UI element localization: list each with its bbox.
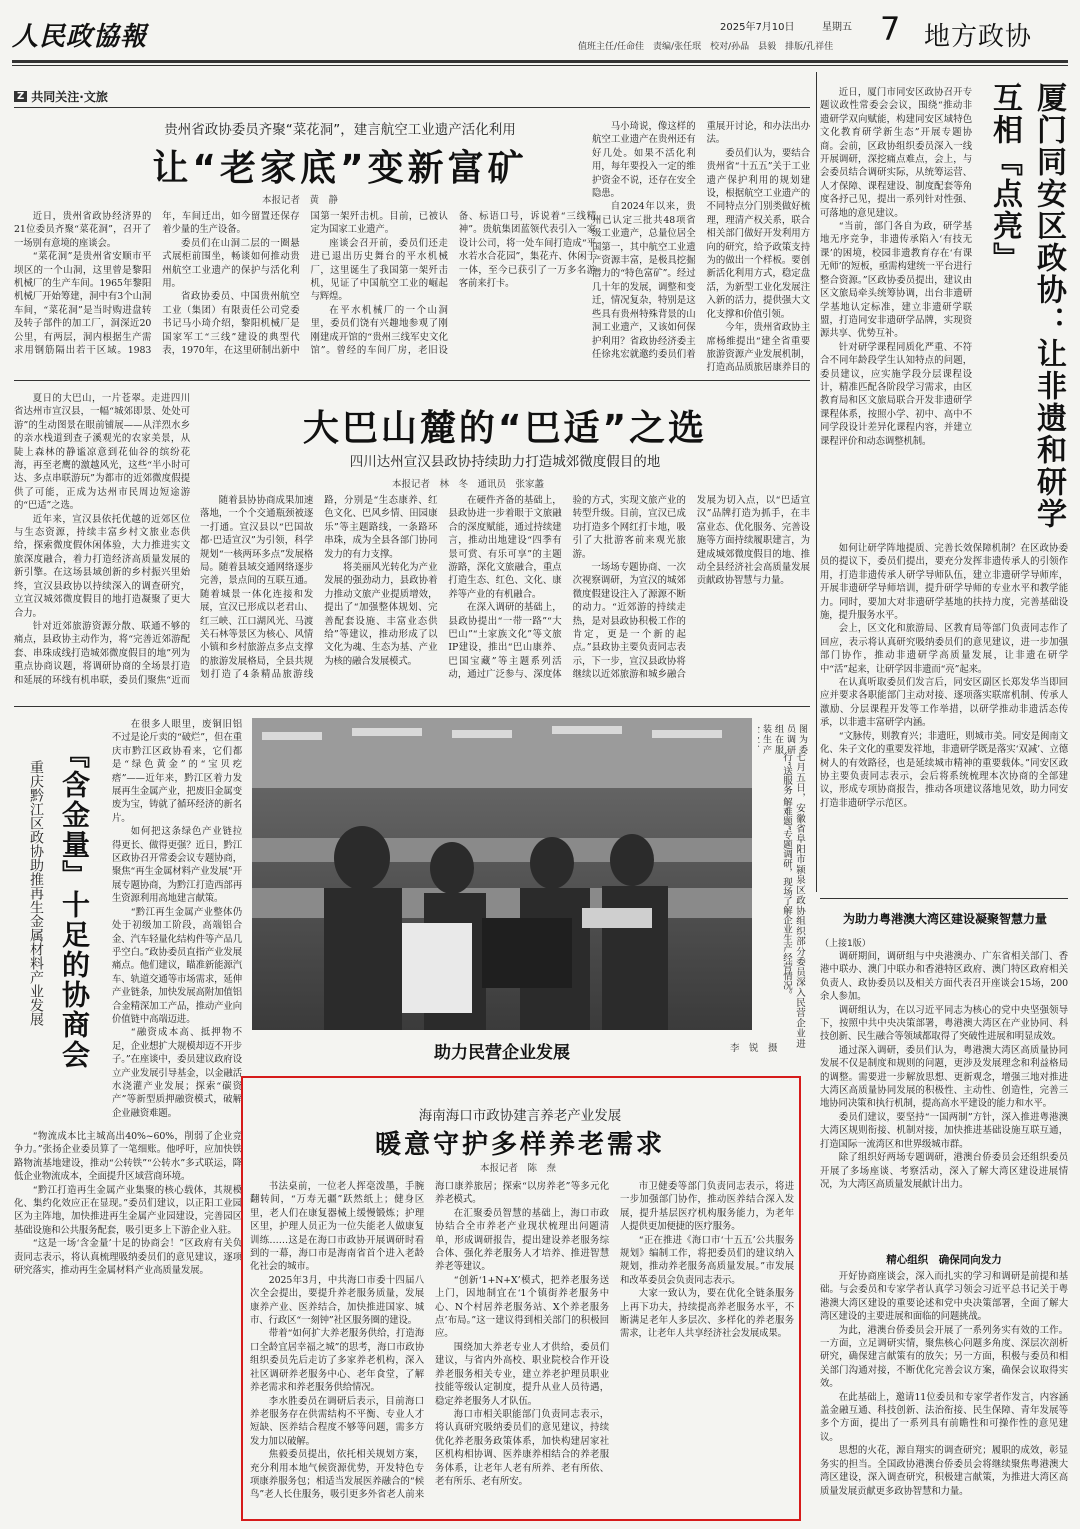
paragraph: 在此基础上，邀请11位委员和专家学者作发言，内容涵盖金融互通、科技创新、法治衔接、民生保障、青年发展等多个方面，提出了一系列具有前瞻性和可操作性的意见建议。 <box>820 1391 1068 1443</box>
paragraph: “菜花洞”是贵州省安顺市平坝区的一个山洞，这里曾是黎阳机械厂的生产车间。1965年黎阳机械厂开始筹建，洞中有3个山洞车间，“菜花洞”是当时购进盘转及转子部件的加工厂，洞深近20公里，有两层，洞内根据生产需求用钢筋隔出若干区域。1983年，车间迁出，如今留置还保存着少量的生产设备。 <box>14 211 300 357</box>
paragraph: 委员们建议，要坚持“一国两制”方针，深入推进粤港澳大湾区规则衔接、机制对接，加快推进基础设施互联互通，打造国际一流湾区和世界级城市群。 <box>820 1111 1068 1150</box>
masthead <box>12 12 1068 56</box>
paragraph: 在深入调研的基础上，县政协提出“一带一路”“大巴山”“土家族文化”等文旅IP建设，推出“巴山康养、巴国宝藏”等主题系列活动，通过广泛参与、深度体验的方式，实现文旅产业的转型升级。目前，宣汉已成功打造多个网红打卡地，吸引了大批游客前来观光旅游。 <box>448 495 686 681</box>
paragraph: 调研组认为，在以习近平同志为核心的党中央坚强领导下，按照中共中央决策部署，粤港澳大湾区在产业协同、科技创新、民生融合等领域都取得了突破性进展和明显成效。 <box>820 1004 1068 1043</box>
page-number: 7 <box>880 10 901 48</box>
article2-title: 大巴山麓的“巴适”之选 <box>302 408 708 449</box>
photo-side-caption: 七月五日，安徽省阜阳市颍泉区政协组织部分委员深入民营企业进行“送服务 解难题”专题调研，现场了解企业生产经营情况。 <box>781 752 805 1048</box>
paragraph: “创新‘1+N+X’模式，把养老服务送上门，因地制宜在‘1个镇街养老服务中心、N个村居养老服务站、X个养老服务点’布局。”这一建议得到相关部门的积极回应。 <box>435 1274 609 1340</box>
paragraph: 委员们认为，要结合贵州省“十五五”关于工业遗产保护利用的规划建设，根据航空工业遗产的不同特点分门别类做好梳理，理清产权关系，联合相关部门做好开发利用方向的研究，给予政策支持为的做出一个样板。要创新活化利用方式，稳定盘活，为新型工业化发展注入新的活力，提供强大文化支撑和价值引领。 <box>706 147 810 320</box>
paragraph: 除了组织好两场专题调研，港澳台侨委员会还组织委员开展了多场座谈、考察活动，深入了解大湾区建设进展情况，为大湾区高质量发展献计出力。 <box>820 1152 1068 1190</box>
paragraph: 今年，贵州省政协主席杨维提出“建全省重要旅游资源产业发展机制，打造高品质旅居康养目的 <box>706 322 810 374</box>
paragraph: “正在推进《海口市‘十五五’公共服务规划》编制工作，将把委员们的建议纳入规划，推动养老服务高质量发展。”市发展和改革委员会负责同志表示。 <box>620 1234 794 1286</box>
section-title: 地方政协 <box>924 22 1033 52</box>
photo-side-caption-left: 图为委员调研组在服装生产 <box>761 724 807 754</box>
article6-continued: （上接1版） <box>820 939 871 949</box>
paragraph: 如何把这条绿色产业链拉得更长、做得更强？近日，黔江区政协召开常委会议专题协商，聚焦“再生金属材料产业发展”开展专题协商，为黔江打造西部再生资源利用高地建言献策。 <box>112 826 242 905</box>
article1-title: 让“老家底”变新富矿 <box>152 148 528 189</box>
paragraph: 在认真听取委员们发言后，同安区副区长郑发华当即回应并要求各职能部门主动对接、逐项落实联席机制、传承人激励、分层课程开发等工作举措，以研学推动非遗活态传承，以非遗丰富研学内涵。 <box>820 677 1068 729</box>
paragraph: 委员们在山洞二层的一圈悬式展柜前围坐，畅谈如何推动贵州航空工业遗产的保护与活化利用。 <box>162 237 300 290</box>
article1-byline: 本报记者 黄 静 <box>262 195 339 206</box>
paragraph: 通过深入调研，委员们认为，粤港澳大湾区高质量协同发展不仅是制度和规则的问题，更涉及发展理念和利益格局的调整。需要进一步解放思想、更新观念，增强三地对推进大湾区高质量协同发展的积极性、主动性、创造性，完善三地协同决策和执行机制，提高高水平建设的能力和水平。 <box>820 1044 1068 1110</box>
article1-kicker: 贵州省政协委员齐聚“菜花洞”，建言航空工业遗产活化利用 <box>164 122 516 138</box>
paragraph: 在平水机械厂的一个山洞里，委员们饶有兴趣地参观了刚刚建成开馆的“贵州三线军史文化馆”。曾经的车间厂房，老旧设备、标语口号，诉说着“三线精神”。贵航集团蓝领代表引入一家设计公司，将一处车间打造成“平水若水合花园”，集花卉、休闲于一体，至今已获引了一万多名游客前来打卡。 <box>310 211 596 357</box>
article3-title: 厦门同安区政协：让非遗和研学互相『点亮』 <box>987 82 1066 530</box>
paragraph: 海口市相关职能部门负责同志表示，将认真研究吸纳委员们的意见建议，持续优化养老服务政策体系，加快构建居家社区机构相协调、医养康养相结合的养老服务体系，让老年人老有所养、老有所依、老有所乐、老有所安。 <box>435 1408 609 1487</box>
article5-kicker: 海南海口市政协建言养老产业发展 <box>418 1108 622 1124</box>
paragraph: 近日，贵州省政协经济界的21位委员齐聚“菜花洞”，召开了一场别有意境的座谈会。 <box>14 211 152 249</box>
column-tag-letter: Z <box>14 91 27 102</box>
article4-body <box>14 1130 242 1508</box>
article2-byline: 本报记者 林 冬 通讯员 张家蠡 <box>392 479 545 490</box>
article3-body-lower <box>820 542 1068 892</box>
photo <box>252 718 752 1030</box>
paragraph: 会上，区文化和旅游局、区教育局等部门负责同志作了回应，表示将认真研究吸纳委员们的意见建议，进一步加强部门协作，推动非遗研学高质量发展，让非遗在研学中“活”起来，让研学因非遗而“亮”起来。 <box>820 623 1068 675</box>
paragraph: 围绕加大养老专业人才供给，委员们建议，与省内外高校、职业院校合作开设养老服务相关专业，建立养老护理员职业技能等级认定制度，提升从业人员待遇，稳定养老服务人才队伍。 <box>435 1341 609 1407</box>
article3-body <box>820 86 972 538</box>
article1-bottom-rule <box>14 380 810 381</box>
paragraph: “黔江打造再生金属产业集聚的核心载体，其规模化、集约化效应正在显现。”委员们建议，以正阳工业园区为主阵地，加快推进再生金属产业园建设，完善园区基础设施和公共服务配套，吸引更多上下游企业入驻。 <box>14 1184 242 1236</box>
paragraph: 在很多人眼里，废铜旧铝不过是论斤卖的“破烂”，但在重庆市黔江区政协看来，它们都是“绿色黄金”的“宝贝疙瘩”——近年来，黔江区着力发展再生金属产业，把废旧金属变废为宝，铸就了循环经济的新名片。 <box>112 719 242 824</box>
paragraph: 在硬件齐备的基础上，县政协进一步着眼于文旅融合的深度赋能，通过持续建言，推动出地建设“四季有景可赏、有乐可享”的主题游路，深化文旅融合，重点打造生态、红色、文化、康养等产业的有机融合。 <box>448 495 562 600</box>
article4-subtitle: 重庆黔江区政协助推再生金属材料产业发展 <box>28 760 44 1026</box>
paragraph: 针对研学课程同质化严重、不符合不同年龄段学生认知特点的问题，委员建议，应实施学段分层课程设计，精准匹配各阶段学习需求，由区教育局和区文旅局联合开发非遗研学课程体系，按照小学、初中、高中不同学段设计差异化课程内容，并建立课程评价和动态调整机制。 <box>820 341 972 447</box>
paragraph: 马小琦说，像这样的航空工业遗产在贵州还有好几处。如果不活化利用，每年要投入一定的维护资金不说，还存在安全隐患。 <box>592 121 696 200</box>
paragraph: “文脉传，则教育兴；非遗旺，则城市美。同安是闽南文化、朱子文化的重要发祥地，非遗研学既是落实‘双减’、立德树人的有效路径，也是延续城市精神的重要载体。”同安区政协主要负责同志表示，会后将系统梳理本次协商的全部建议，形成专项协商报告，推动各项建议落地见效，助力同安打造非遗研学示范区。 <box>820 730 1068 809</box>
paragraph: 书法桌前，一位老人挥毫泼墨，手腕翻转间，“万寿无疆”跃然纸上；健身区里，老人们在康复器械上缓慢锻炼；护理区里，护理人员正为一位失能老人做康复训练……这是在海口市政协开展调研时看到的一幕，海口市是海南省首个进入老龄化社会的城市。 <box>250 1181 424 1273</box>
paragraph: 夏日的大巴山，一片苍翠。走进四川省达州市宣汉县，一幅“城郊即景、处处可游”的生动图景在眼前铺展——从洋烈水乡的亲水栈道到查子溪观光的农家美景，从陡上森林的静谧凉意到花仙谷的缤纷花海，再至老鹰的激越风光，这些“半小时可达、多点串联游玩”为都市的近郊微度假提供了可能，正成为达州市民周边短途游的“巴适”之选。 <box>14 393 190 512</box>
article5-byline: 本报记者 陈 焘 <box>480 1163 557 1174</box>
paragraph: 将美丽风光转化为产业发展的强劲动力，县政协着力推动文旅产业提质增效，提出了“加强整体规划、完善配套设施、丰富业态供给”等建议，推动形成了以文化为魂、生态为基、产业为核的融合发展模式。 <box>324 562 438 667</box>
paragraph: 开好协商座谈会，深入而扎实的学习和调研是前提和基础。与会委员和专家学者认真学习领会习近平总书记关于粤港澳大湾区建设的重要论述和党中央决策部署，全面了解大湾区建设的主要进展和面临的问题挑战。 <box>820 1271 1068 1323</box>
issue-date: 2025年7月10日 <box>720 22 795 33</box>
paragraph: 随着县协协商成果加速落地，一个个交通瓶颈被逐一打通。宣汉县以“巴国故都·巴适宣汉”为引领，科学规划“一核两环多点”发展格局。随着县域交通网络逐步完善，景点间的互联互通。随着城景一体化连接和发展，宣汉已形成以老君山、红三峡、江口湖风光、马渡关石林等景区为核心、风情小镇和乡村旅游点多点支撑的旅游发展格局，全县共规划打造了4条精品旅游线路，分别是“生态康养、红色文化、巴风乡情、田园康乐”等主题路线，一条路环串珠，成为全县各部门协同发力的有力支撑。 <box>200 495 438 681</box>
paragraph: 带着“如何扩大养老服务供给，打造海口全龄宜居幸福之城”的思考，海口市政协组织委员先后走访了多家养老机构，深入社区调研养老服务中心、老年食堂，了解养老需求和养老服务供给情况。 <box>250 1328 424 1394</box>
paragraph: “黔江再生金属产业整体仍处于初级加工阶段，高端铝合金、汽车轻量化结构件等产品几乎空白。”政协委员直指产业发展痛点。他们建议，瞄准新能源汽车、轨道交通等市场需求，延伸产业链条，加快发展高附加值铝合金精深加工产品，推动产业向价值链中高端迈进。 <box>112 906 242 1025</box>
article2-subtitle: 四川达州宣汉县政协持续助力打造城郊微度假目的地 <box>349 454 661 470</box>
article5-title: 暖意守护多样养老需求 <box>374 1130 665 1160</box>
paragraph: “融资成本高、抵押物不足，企业想扩大规模却迈不开步子。”在座谈中，委员建议政府设立产业发展引导基金，以金融活水浇灌产业发展；探索“碳资产”等新型质押融资模式，破解企业融资难题。 <box>112 1027 242 1119</box>
paragraph: 自2024年以来，贵州已认定三批共48项省级工业遗产，总量位居全国第一，其中航空工业遗产资源丰富，是极具挖掘潜力的“特色富矿”。经过几十年的发展，调整和变迁，情况复杂，特别是这些具有贵州特殊背景的山洞工业遗产，又该如何保护利用？省政协经济委主任徐兆宏就邀约委员们着重展开讨论，和办法出办法。 <box>592 121 810 360</box>
article6-subheading: 精心组织 确保同向发力 <box>886 1254 1002 1266</box>
article3-bottom-rule <box>820 898 1068 899</box>
article6-body <box>820 950 1068 1246</box>
column-tag <box>14 88 108 105</box>
paragraph: 近日，厦门市同安区政协召开专题议政性常委会会议，围绕“推动非遗研学双向赋能，构建同安区域特色文化教育研学新生态”开展专题协商。会前，区政协组织委员深入一线开展调研，深挖痛点难点，会上，与会委员结合调研实际，从统筹运营、人才保障、课程建设、制度配套等角度各抒己见，提出一系列针对性强、可落地的意见建议。 <box>820 87 972 219</box>
paragraph: 市卫健委等部门负责同志表示，将进一步加强部门协作，推动医养结合深入发展，提升基层医疗机构服务能力，为老年人提供更加便捷的医疗服务。 <box>620 1181 794 1233</box>
paragraph: 如何让研学阵地提质、完善长效保障机制？在区政协委员的提议下，委员们提出，要充分发挥非遗传承人的引领作用，打造非遗传承人研学导师队伍，建立非遗研学导师库，开展非遗研学导师培训，提升研学导师的专业水平和教学能力。同时，要加大对非遗研学基地的扶持力度，完善基础设施，提升服务水平。 <box>820 543 1068 622</box>
column-tag-rule <box>14 107 810 108</box>
paragraph: 在汇聚委员智慧的基础上，海口市政协结合全市养老产业现状梳理出问题清单，形成调研报告，提出建设养老服务综合体、强化养老服务人才培养、推进智慧养老等建议。 <box>435 1207 609 1273</box>
staff-line: 值班主任/任命佳 责编/张任珉 校对/孙晶 县毅 排版/孔祥佳 <box>578 42 834 52</box>
masthead-rule-thin <box>12 65 1068 66</box>
article1-body-right <box>592 120 810 376</box>
article6-body-lower <box>820 1270 1068 1514</box>
paragraph: 为此，港澳台侨委员会开展了一系列务实有效的工作。一方面，立足调研实情，聚焦核心问题多角度、深层次剖析研究，确保建言献策有的放矢；另一方面，积极与委员和相关部门沟通对接，不断优化完善会议方案，确保会议取得实效。 <box>820 1324 1068 1390</box>
article2-body-left <box>14 392 190 694</box>
article6-kicker: 为助力粤港澳大湾区建设凝聚智慧力量 <box>842 912 1047 926</box>
paragraph: 座谈会召开前，委员们还走进已退出历史舞台的平水机械厂，这里诞生了我国第一架歼击机，见证了中国航空工业的崛起与辉煌。 <box>310 237 448 303</box>
paragraph: 调研期间，调研组与中央港澳办、广东省相关部门、香港中联办、澳门中联办和香港特区政府、澳门特区政府相关负责人、政协委员以及相关方面代表召开座谈会15场，200余人参加。 <box>820 951 1068 1003</box>
right-column-rule <box>816 72 817 892</box>
article4-body-top <box>112 718 242 1128</box>
article2-bottom-rule <box>14 706 810 707</box>
paragraph: 思想的火花，源自翔实的调查研究；履职的成效，彰显务实的担当。全国政协港澳台侨委员会将继续聚焦粤港澳大湾区建设，深入调查研究，积极建言献策，为推进大湾区高质量发展贡献更多政协智慧和力量。 <box>820 1445 1068 1497</box>
paragraph: 大家一致认为，要在优化全链条服务上再下功夫，持续提高养老服务水平，不断满足老年人多层次、多样化的养老服务需求，让老年人共享经济社会发展成果。 <box>620 1288 794 1340</box>
paragraph: 李水胜委员在调研后表示，目前海口养老服务存在供需结构不平衡、专业人才短缺、医养结合程度不够等问题，需多方发力加以破解。 <box>250 1395 424 1447</box>
masthead-rule <box>12 60 1068 63</box>
paragraph: 省政协委员、中国贵州航空工业（集团）有限责任公司党委书记马小琦介绍，黎阳机械厂是国家军工“三线”建设的典型代表，1970年，在这里研制出新中国第一架歼击机。目前，已被认定为国家工业遗产。 <box>162 211 448 357</box>
newspaper-logo: 人民政協報 <box>12 22 148 52</box>
factory-photo <box>252 718 752 1030</box>
paragraph: “当前，部门各自为政，研学基地无序竞争，非遗传承陷入‘有技无课’的困境，校园非遗教育存在‘有课无师’的短板，亟需构建统一平台进行整合资源。”区政协委员提出，建议由区文旅局牵头统筹协调，出台非遗研学基地认定标准，建立非遗研学联盟，打造同安非遗研学品牌，实现资源共享、优势互补。 <box>820 221 972 340</box>
paragraph: 近年来，宣汉县依托优越的近郊区位与生态资源，持续丰富乡村文旅业态供给，探索微度假休闲体验，大力推进实文旅深度融合，着力打造经济高质量发展的新引擎。在这场县域创新的乡村振兴里始终，宣汉县政协以持续深入的调查研究，立宣汉城郊微度假目的地打造凝聚了更大合力。 <box>14 513 190 619</box>
article1-body <box>14 210 596 370</box>
article4-title: 『含金量』十足的协商会 <box>58 740 91 1070</box>
issue-weekday: 星期五 <box>822 22 852 33</box>
paragraph: 焦毅委员提出，依托相关规划方案，充分利用本地气候资源优势，开发特色专项康养服务包；相适当发展医养融合的“候鸟”老人长住服务，吸引更多外省老人前来海口康养旅居；探索“以房养老”等多元化养老模式。 <box>250 1181 609 1501</box>
paragraph: “物流成本比主城高出40%~60%，削弱了企业竞争力。”张扬企业委员算了一笔细账。他呼吁，应加快铁路物流基地建设，推动“公转铁”“公转水”多式联运，降低企业物流成本，全面提升区域营商环境。 <box>14 1131 242 1183</box>
article2-body <box>200 494 810 694</box>
article5-body <box>250 1180 794 1514</box>
paragraph: 一场场专题协商、一次次视察调研，为宣汉的城郊微度假建设注入了源源不断的动力。“近郊游的持续走热，是对县政协积极工作的肯定，更是一个新的起点。”县政协主要负责同志表示，下一步，宣汉县政协将继续以近郊旅游和城乡融合发展为切入点，以“巴适宣汉”品牌打造为抓手，在丰富业态、优化服务、完善设施等方面持续履职建言，为建成城郊微度假目的地、推动全县经济社会高质量发展贡献政协智慧与力量。 <box>572 495 810 681</box>
photo-caption: 助力民营企业发展 <box>434 1043 570 1063</box>
photo-credit: 李 锐 摄 <box>730 1043 778 1054</box>
column-tag-label: 共同关注·文旅 <box>31 90 108 104</box>
paragraph: “这是一场‘含金量’十足的协商会！”区政府有关负责同志表示，将认真梳理吸纳委员们的意见建议，逐项研究落实，推动再生金属材料产业高质量发展。 <box>14 1238 242 1277</box>
paragraph: 针对近郊旅游资源分散、联通不够的痛点，县政协主动作为，将“完善近郊游配套、串珠成线打造城郊微度假目的地”列为重点协商议题，将调研协商的全场景打造和延展的环线有机串联，委员们聚焦“近而 <box>14 620 190 686</box>
paragraph: 2025年3月，中共海口市委十四届八次全会提出，要提升养老服务质量，发展康养产业、医养结合，加快推进国家、城市、行政区“一刻钟”社区服务圈的建设。 <box>250 1274 424 1327</box>
